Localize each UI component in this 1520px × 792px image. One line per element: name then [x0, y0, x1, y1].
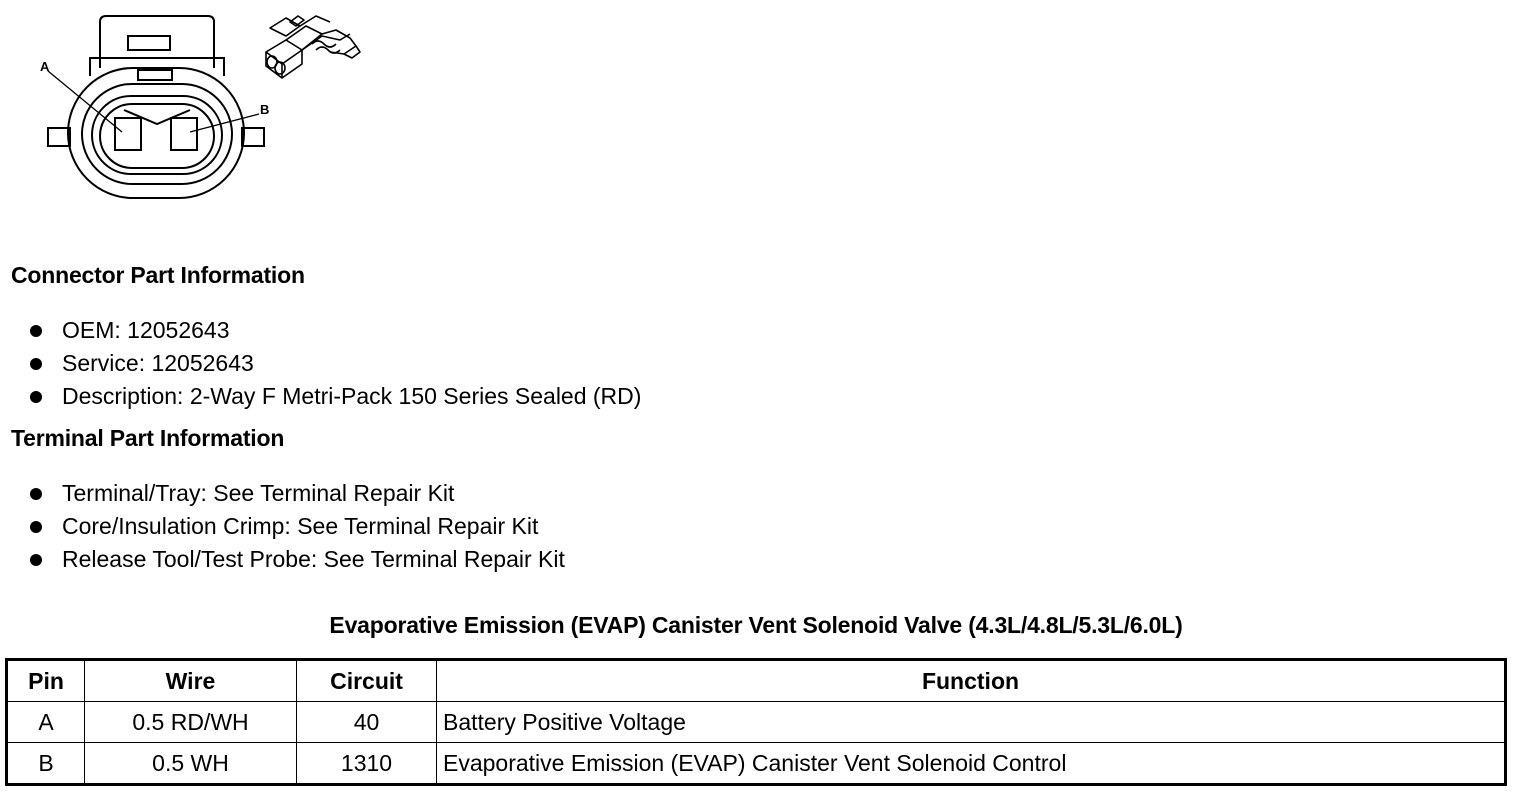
pin-cell: A [7, 702, 85, 743]
pin-table [5, 658, 1507, 786]
pin-b-label: B [260, 102, 270, 117]
function-cell: Evaporative Emission (EVAP) Canister Vent Solenoid Control [437, 743, 1506, 785]
bullet-icon [30, 554, 42, 566]
list-item-text: Core/Insulation Crimp: See Terminal Repair Kit [62, 513, 539, 539]
column-header-pin: Pin [7, 660, 85, 702]
list-item [28, 543, 565, 576]
list-item-text: Service: 12052643 [62, 350, 254, 376]
connector-face-diagram [38, 8, 278, 208]
list-item-text: Description: 2-Way F Metri-Pack 150 Series Sealed (RD) [62, 383, 642, 409]
bullet-icon [30, 488, 42, 500]
table-row [7, 743, 1506, 785]
connector-part-list [28, 314, 641, 413]
circuit-cell: 1310 [297, 743, 437, 785]
list-item [28, 380, 641, 413]
table-caption: Evaporative Emission (EVAP) Canister Vent Solenoid Valve (4.3L/4.8L/5.3L/6.0L) [329, 612, 1183, 638]
bullet-icon [30, 358, 42, 370]
circuit-cell: 40 [297, 702, 437, 743]
list-item [28, 510, 565, 543]
table-header-row [7, 660, 1506, 702]
terminal-part-list [28, 477, 565, 576]
list-item [28, 347, 641, 380]
column-header-wire: Wire [85, 660, 297, 702]
wire-cell: 0.5 WH [85, 743, 297, 785]
table-row [7, 702, 1506, 743]
connector-isometric-diagram [258, 8, 368, 86]
terminal-part-heading: Terminal Part Information [11, 425, 285, 451]
pin-cell: B [7, 743, 85, 785]
column-header-function: Function [437, 660, 1506, 702]
list-item-text: OEM: 12052643 [62, 317, 230, 343]
bullet-icon [30, 391, 42, 403]
bullet-icon [30, 521, 42, 533]
bullet-icon [30, 325, 42, 337]
wire-cell: 0.5 RD/WH [85, 702, 297, 743]
connector-part-heading: Connector Part Information [11, 262, 305, 288]
list-item [28, 477, 565, 510]
list-item [28, 314, 641, 347]
function-cell: Battery Positive Voltage [437, 702, 1506, 743]
pin-a-label: A [40, 59, 50, 74]
list-item-text: Release Tool/Test Probe: See Terminal Repair Kit [62, 546, 565, 572]
column-header-circuit: Circuit [297, 660, 437, 702]
list-item-text: Terminal/Tray: See Terminal Repair Kit [62, 480, 455, 506]
